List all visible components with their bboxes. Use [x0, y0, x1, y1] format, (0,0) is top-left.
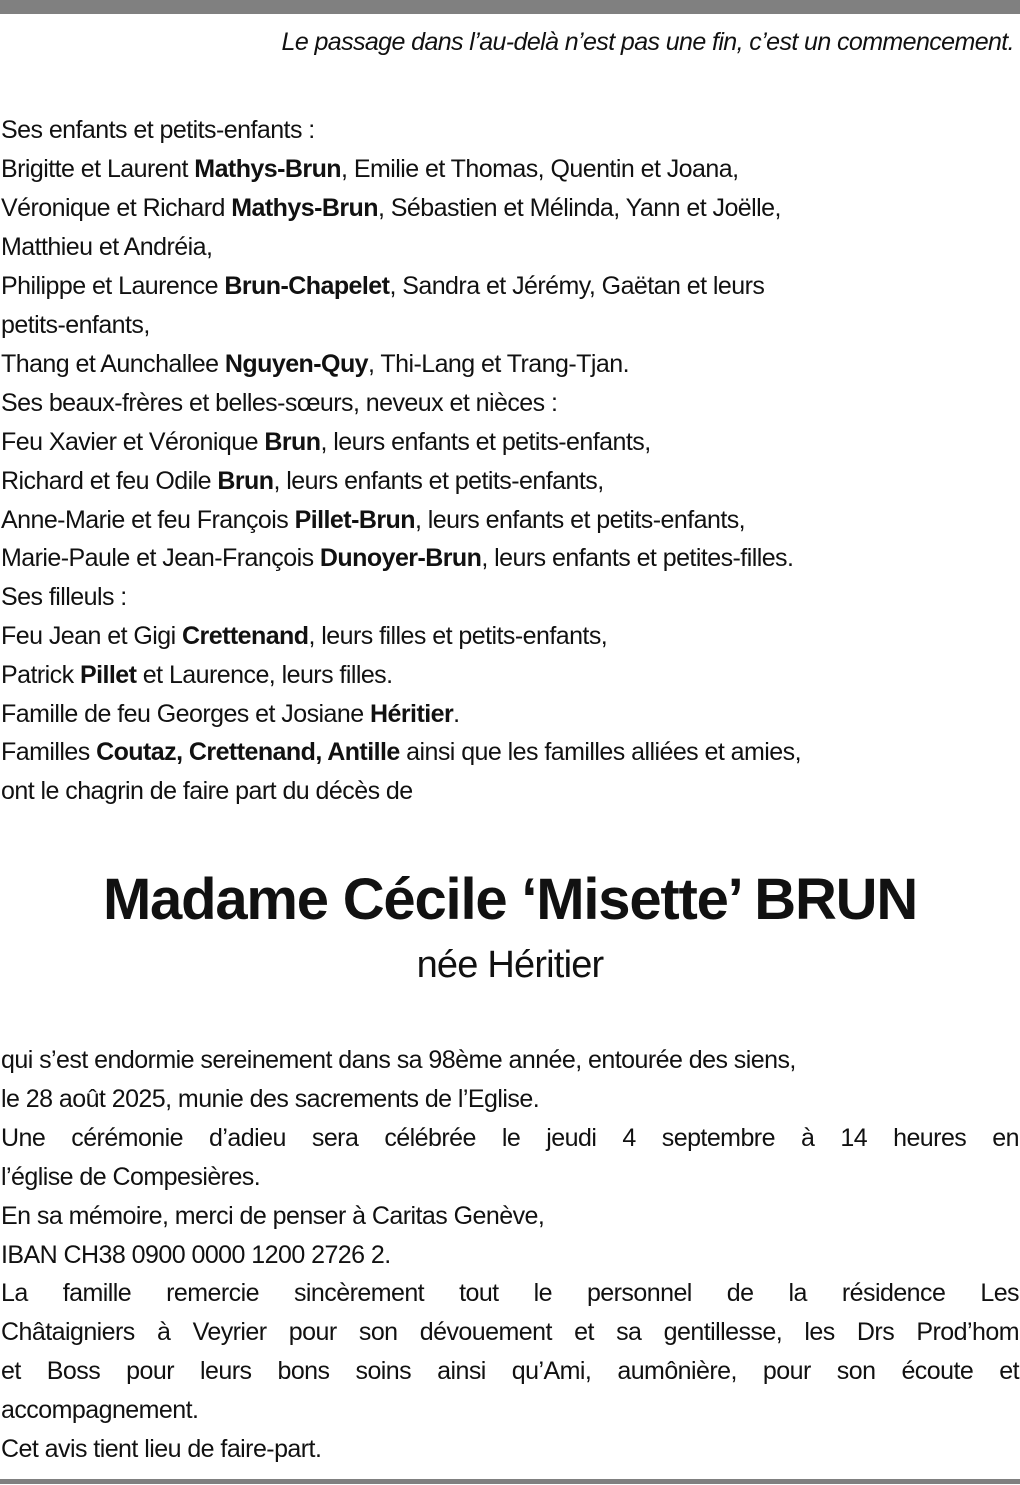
family-line: Marie-Paule et Jean-François Dunoyer-Brun, leurs enfants et petites-filles. [1, 544, 794, 572]
family-surname: Mathys-Brun [194, 155, 342, 183]
family-surname: Mathys-Brun [231, 194, 378, 222]
family-surname: Pillet-Brun [294, 506, 415, 534]
family-surname: Brun-Chapelet [224, 272, 390, 300]
family-surname: Pillet [79, 661, 137, 689]
detail-line: La famille remercie sincèrement tout le personnel de la résidence Les [1, 1279, 1019, 1307]
family-line: Feu Jean et Gigi Crettenand, leurs filles et petits-enfants, [1, 622, 608, 650]
bottom-divider [0, 1479, 1020, 1484]
family-line: Matthieu et Andréia, [1, 233, 213, 261]
family-line: petits-enfants, [1, 311, 150, 339]
family-surname: Brun [217, 467, 274, 495]
family-surname: Nguyen-Quy [224, 350, 369, 378]
family-line: Véronique et Richard Mathys-Brun, Sébastien et Mélinda, Yann et Joëlle, [1, 194, 781, 222]
top-divider [0, 0, 1020, 14]
detail-line: Châtaigniers à Veyrier pour son dévouement et sa gentillesse, les Drs Prod’hom [1, 1318, 1019, 1346]
family-line: ont le chagrin de faire part du décès de [1, 777, 413, 805]
maiden-name: née Héritier [416, 944, 604, 986]
family-line: Familles Coutaz, Crettenand, Antille ainsi que les familles alliées et amies, [1, 738, 802, 766]
family-line: Patrick Pillet et Laurence, leurs filles. [1, 661, 393, 689]
detail-line: le 28 août 2025, munie des sacrements de l’Eglise. [1, 1085, 540, 1113]
detail-line: l’église de Compesières. [1, 1163, 261, 1191]
detail-line: accompagnement. [1, 1396, 199, 1424]
detail-line: IBAN CH38 0900 0000 1200 2726 2. [1, 1241, 391, 1269]
detail-line: et Boss pour leurs bons soins ainsi qu’Ami, aumônière, pour son écoute et [1, 1357, 1019, 1385]
family-surname: Héritier [370, 700, 454, 728]
deceased-name: Madame Cécile ‘Misette’ BRUN [102, 867, 918, 932]
family-line: Famille de feu Georges et Josiane Héritier. [1, 700, 460, 728]
family-surname: Crettenand [182, 622, 309, 650]
family-surname: Coutaz, Crettenand, Antille [96, 738, 400, 766]
header-quote: Le passage dans l’au-delà n’est pas une fin, c’est un commencement. [281, 28, 1014, 56]
family-line: Ses enfants et petits-enfants : [1, 116, 315, 144]
family-line: Ses beaux-frères et belles-sœurs, neveux et nièces : [1, 389, 558, 417]
family-line: Anne-Marie et feu François Pillet-Brun, leurs enfants et petits-enfants, [1, 506, 746, 534]
family-line: Philippe et Laurence Brun-Chapelet, Sandra et Jérémy, Gaëtan et leurs [1, 272, 765, 300]
detail-line: En sa mémoire, merci de penser à Caritas Genève, [1, 1202, 545, 1230]
detail-line: qui s’est endormie sereinement dans sa 98ème année, entourée des siens, [1, 1046, 796, 1074]
family-line: Richard et feu Odile Brun, leurs enfants et petits-enfants, [1, 467, 604, 495]
family-surname: Dunoyer-Brun [319, 544, 482, 572]
family-line: Brigitte et Laurent Mathys-Brun, Emilie et Thomas, Quentin et Joana, [1, 155, 739, 183]
family-line: Thang et Aunchallee Nguyen-Quy, Thi-Lang et Trang-Tjan. [1, 350, 629, 378]
family-line: Ses filleuls : [1, 583, 127, 611]
detail-line: Cet avis tient lieu de faire-part. [1, 1435, 322, 1463]
family-surname: Brun [264, 428, 321, 456]
detail-line: Une cérémonie d’adieu sera célébrée le jeudi 4 septembre à 14 heures en [1, 1124, 1019, 1152]
family-line: Feu Xavier et Véronique Brun, leurs enfants et petits-enfants, [1, 428, 651, 456]
